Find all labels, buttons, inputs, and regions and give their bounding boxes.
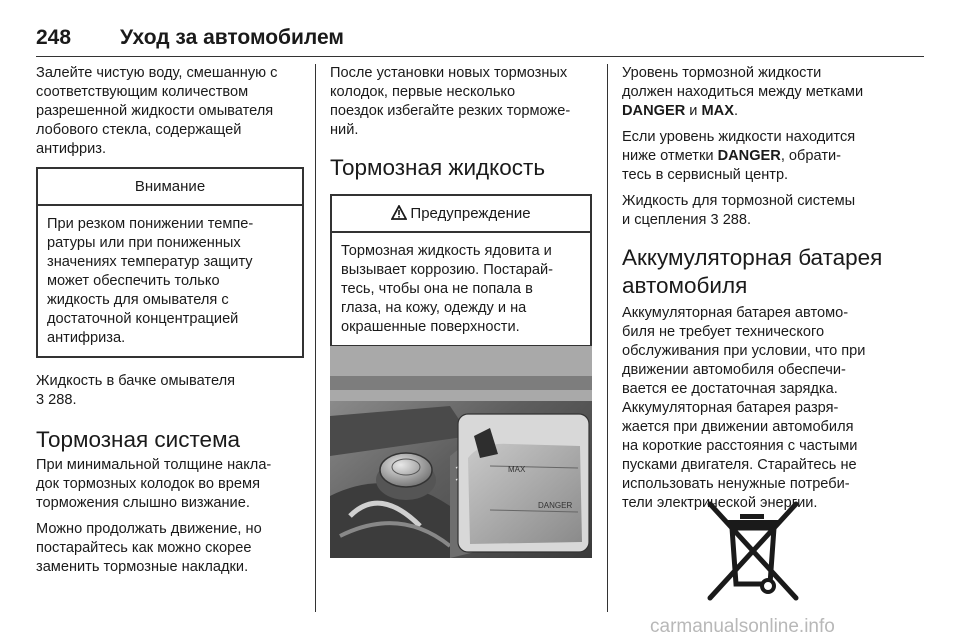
- text-line: автомобиля: [622, 273, 748, 298]
- text-line: Если уровень жидкости находится: [622, 129, 856, 145]
- text-line: Уровень тормозной жидкости: [622, 65, 822, 81]
- text-line: должен находиться между метками: [622, 84, 864, 100]
- brake-fluid-reference[interactable]: [622, 192, 892, 230]
- page-number: 248: [36, 26, 72, 49]
- battery-paragraph: [622, 304, 892, 513]
- text-line: окрашенные поверхности.: [341, 319, 520, 335]
- low-level-paragraph: [622, 128, 892, 185]
- text-line: Можно продолжать движение, но: [36, 521, 262, 537]
- washer-fluid-reference[interactable]: [36, 372, 304, 410]
- watermark: carmanualsonline.info: [650, 616, 835, 637]
- notice-box: [36, 167, 304, 358]
- fluid-level-paragraph: [622, 64, 892, 121]
- text-line: вается ее достаточная зарядка.: [622, 381, 838, 397]
- text-line: Аккумуляторная батарея автомо-: [622, 305, 849, 321]
- text-line: ратуры или при пониженных: [47, 235, 241, 251]
- brake-fluid-reservoir-photo: [330, 346, 592, 558]
- text-line: торможения слышно визжание.: [36, 495, 250, 511]
- column-2: [330, 64, 592, 347]
- engine-bay-illustration: [330, 346, 592, 558]
- text-line: Тормозная жидкость ядовита и: [341, 243, 552, 259]
- text-line: соответствующим количеством: [36, 84, 249, 100]
- text-line: Жидкость для тормозной системы: [622, 193, 856, 209]
- column-divider-2: [607, 64, 608, 612]
- text-line: использовать ненужные потреби-: [622, 476, 850, 492]
- brake-fluid-heading: Тормозная жидкость: [330, 155, 546, 180]
- battery-heading: [622, 244, 892, 300]
- text-line: жается при движении автомобиля: [622, 419, 854, 435]
- notice-body: [38, 206, 302, 356]
- text-line: Аккумуляторная батарея: [622, 245, 883, 270]
- brakes-paragraph-2: [36, 520, 304, 577]
- text-line: вызывает коррозию. Постарай-: [341, 262, 554, 278]
- text-line: заменить тормозные накладки.: [36, 559, 249, 575]
- text-line: При резком понижении темпе-: [47, 216, 254, 232]
- text-line: колодок, первые несколько: [330, 84, 516, 100]
- text-line: тели электрической энергии.: [622, 495, 818, 511]
- text-line: движении автомобиля обеспечи-: [622, 362, 846, 378]
- column-divider-1: [315, 64, 316, 612]
- text-line: жидкость для омывателя с: [47, 292, 229, 308]
- notice-title: Внимание: [38, 169, 302, 206]
- column-1: [36, 64, 304, 584]
- warning-title: [332, 196, 590, 233]
- max-mark-label: MAX: [508, 465, 526, 474]
- text-line: При минимальной толщине накла-: [36, 457, 272, 473]
- text-line: лобового стекла, содержащей: [36, 122, 242, 138]
- text-line: постарайтесь как можно скорее: [36, 540, 252, 556]
- text-line: достаточной концентрацией: [47, 311, 239, 327]
- warning-triangle-icon: [391, 205, 407, 220]
- text-fragment: и: [685, 103, 702, 119]
- page-link[interactable]: 3 288.: [36, 392, 77, 408]
- text-line: док тормозных колодок во время: [36, 476, 260, 492]
- danger-term: DANGER: [622, 103, 686, 119]
- warning-title-text: Предупреждение: [410, 205, 531, 222]
- text-line: разрешенной жидкости омывателя: [36, 103, 274, 119]
- text-fragment: ниже отметки: [622, 148, 718, 164]
- text-line: на короткие расстояния с частыми: [622, 438, 858, 454]
- danger-mark-label: DANGER: [538, 501, 573, 510]
- chapter-title: Уход за автомобилем: [120, 26, 344, 49]
- text-line: Аккумуляторная батарея разря-: [622, 400, 839, 416]
- page-link[interactable]: и сцепления 3 288.: [622, 212, 752, 228]
- washer-intro: [36, 64, 304, 159]
- max-term: MAX: [701, 103, 734, 119]
- warning-box: [330, 194, 592, 347]
- text-line: После установки новых тормозных: [330, 65, 568, 81]
- text-line: значениях температур защиту: [47, 254, 253, 270]
- pads-intro: [330, 64, 592, 140]
- text-line: антифриз.: [36, 141, 107, 157]
- text-line: биля не требует технического: [622, 324, 825, 340]
- text-line: антифриза.: [47, 330, 126, 346]
- brakes-paragraph-1: [36, 456, 304, 513]
- header-rule: [36, 56, 924, 57]
- page-header: [36, 26, 924, 54]
- text-line: ний.: [330, 122, 359, 138]
- text-line: глаза, на кожу, одежду и на: [341, 300, 527, 316]
- text-fragment: , обрати-: [780, 148, 842, 164]
- text-line: Залейте чистую воду, смешанную с: [36, 65, 278, 81]
- text-line: тесь в сервисный центр.: [622, 167, 789, 183]
- text-line: может обеспечить только: [47, 273, 220, 289]
- column-3: [622, 64, 892, 520]
- weee-disposal-icon: [700, 500, 806, 604]
- text-fragment: .: [733, 103, 739, 119]
- text-line: тесь, чтобы она не попала в: [341, 281, 533, 297]
- text-line: обслуживания при условии, что при: [622, 343, 866, 359]
- warning-body: [332, 233, 590, 345]
- brakes-heading: Тормозная система: [36, 427, 241, 452]
- danger-term: DANGER: [717, 148, 781, 164]
- text-line: пусками двигателя. Старайтесь не: [622, 457, 857, 473]
- text-line: Жидкость в бачке омывателя: [36, 373, 235, 389]
- text-line: поездок избегайте резких торможе-: [330, 103, 571, 119]
